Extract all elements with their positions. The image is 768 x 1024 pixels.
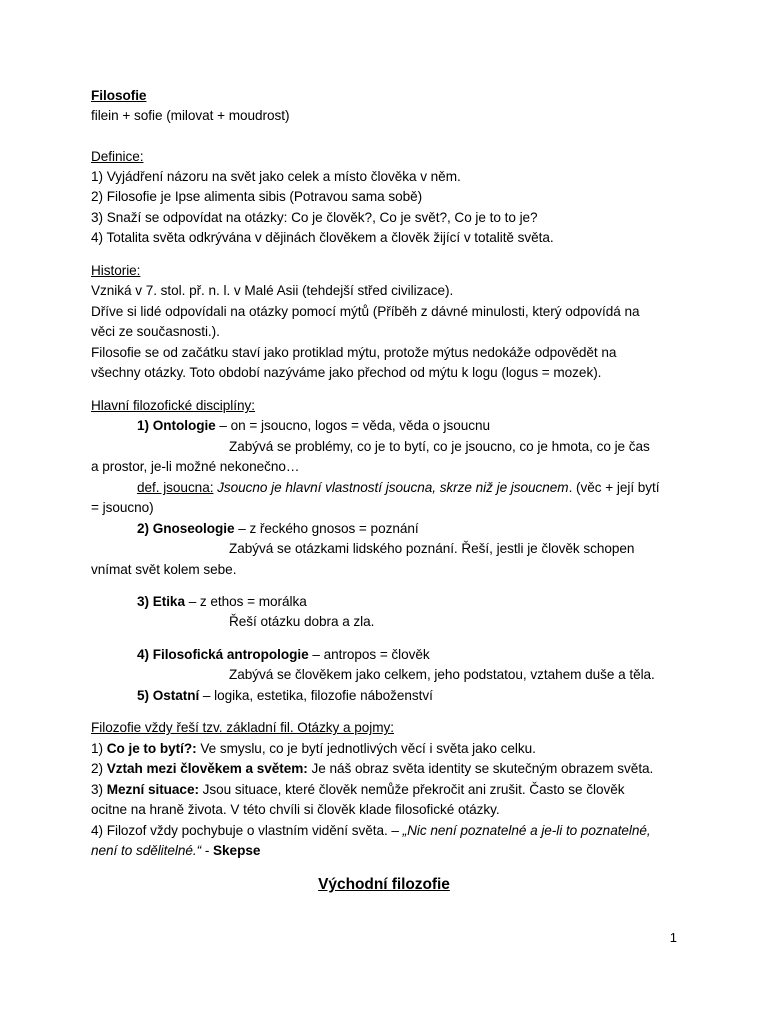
def-jsoucna-rest: . (věc + její bytí xyxy=(568,480,660,495)
otazky-item xyxy=(91,821,680,841)
historie-line: všechny otázky. Toto období nazýváme jako přechod od mýtu k logu (logus = mozek). xyxy=(91,365,602,380)
ostatni-definition: – logika, estetika, filozofie náboženství xyxy=(199,688,433,703)
gnoseologie-description-cont: vnímat svět kolem sebe. xyxy=(91,562,237,577)
discipliny-heading: Hlavní filozofické disciplíny: xyxy=(91,398,255,413)
item-term: Vztah mezi člověkem a světem: xyxy=(106,761,308,776)
ontologie-definition: – on = jsoucno, logos = věda, věda o jsoucnu xyxy=(215,418,491,433)
section-title: Východní filozofie xyxy=(318,876,450,893)
historie-line: Dříve si lidé odpovídali na otázky pomocí mýtů (Příběh z dávné minulosti, který odpovídá na xyxy=(91,304,640,319)
definice-item: 2) Filosofie je Ipse alimenta sibis (Potravou sama sobě) xyxy=(91,189,423,204)
antropologie-line xyxy=(137,645,680,665)
definice-item: 4) Totalita světa odkrývána v dějinách člověkem a člověk žijící v totalitě světa. xyxy=(91,230,554,245)
etika-description: Řeší otázku dobra a zla. xyxy=(229,614,375,629)
item-text: Jsou situace, které člověk nemůže překročit ani zrušit. Často se člověk xyxy=(198,782,625,797)
gnoseologie-line xyxy=(137,519,680,539)
antropologie-definition: – antropos = člověk xyxy=(308,647,430,662)
otazky-item xyxy=(91,780,680,800)
item-quote: není to sdělitelné.“ xyxy=(91,843,202,858)
item-text: Ve smyslu, co je bytí jednotlivých věcí i světa jako celku. xyxy=(196,741,536,756)
def-jsoucna-label: def. jsoucna: xyxy=(137,480,214,495)
doc-title: Filosofie xyxy=(91,88,147,103)
ontologie-description-cont: a prostor, je-li možné nekonečno… xyxy=(91,459,300,474)
item-number: 1) xyxy=(91,741,107,756)
definice-item: 1) Vyjádření názoru na svět jako celek a místo člověka v něm. xyxy=(91,169,461,184)
otazky-item-cont: ocitne na hraně života. V této chvíli si člověk klade filosofické otázky. xyxy=(91,802,500,817)
doc-subtitle: filein + sofie (milovat + moudrost) xyxy=(91,108,290,123)
ontologie-line xyxy=(137,416,680,436)
ontologie-description: Zabývá se problémy, co je to bytí, co je jsoucno, co je hmota, co je čas xyxy=(229,439,650,454)
otazky-item-cont xyxy=(91,841,680,861)
historie-line: věci ze současnosti.). xyxy=(91,324,220,339)
otazky-item xyxy=(91,739,680,759)
item-term: Co je to bytí?: xyxy=(106,741,197,756)
antropologie-description: Zabývá se člověkem jako celkem, jeho podstatou, vztahem duše a těla. xyxy=(229,667,655,682)
historie-heading: Historie: xyxy=(91,263,141,278)
gnoseologie-description: Zabývá se otázkami lidského poznání. Řeší, jestli je člověk schopen xyxy=(229,541,635,556)
antropologie-name: 4) Filosofická antropologie xyxy=(137,647,309,662)
item-text: 4) Filozof vždy pochybuje o vlastním vidění světa. – xyxy=(91,823,403,838)
item-number: 3) xyxy=(91,782,107,797)
historie-line: Vzniká v 7. stol. př. n. l. v Malé Asii (tehdejší střed civilizace). xyxy=(91,283,454,298)
item-number: 2) xyxy=(91,761,107,776)
etika-definition: – z ethos = morálka xyxy=(184,594,307,609)
etika-line xyxy=(137,592,680,612)
definice-heading: Definice: xyxy=(91,149,144,164)
otazky-heading: Filozofie vždy řeší tzv. základní fil. Otázky a pojmy: xyxy=(91,720,395,735)
def-jsoucna-text: Jsoucno je hlavní vlastností jsoucna, skrze niž je jsoucnem xyxy=(213,480,569,495)
item-term: Mezní situace: xyxy=(106,782,199,797)
item-text: Je náš obraz světa identity se skutečným obrazem světa. xyxy=(307,761,654,776)
ostatni-line xyxy=(137,686,680,706)
def-jsoucna-cont: = jsoucno) xyxy=(91,500,154,515)
ostatni-name: 5) Ostatní xyxy=(137,688,200,703)
definice-item: 3) Snaží se odpovídat na otázky: Co je člověk?, Co je svět?, Co je to to je? xyxy=(91,210,538,225)
etika-name: 3) Etika xyxy=(137,594,185,609)
def-jsoucna-line xyxy=(137,478,680,498)
otazky-item xyxy=(91,759,680,779)
item-quote: „Nic není poznatelné a je-li to poznatelné, xyxy=(402,823,651,838)
ontologie-name: 1) Ontologie xyxy=(137,418,216,433)
gnoseologie-name: 2) Gnoseologie xyxy=(137,521,235,536)
item-term: Skepse xyxy=(213,843,261,858)
page-number: 1 xyxy=(669,930,677,945)
historie-line: Filosofie se od začátku staví jako protiklad mýtu, protože mýtus nedokáže odpovědět na xyxy=(91,345,617,360)
gnoseologie-definition: – z řeckého gnosos = poznání xyxy=(234,521,419,536)
item-dash: - xyxy=(201,843,214,858)
